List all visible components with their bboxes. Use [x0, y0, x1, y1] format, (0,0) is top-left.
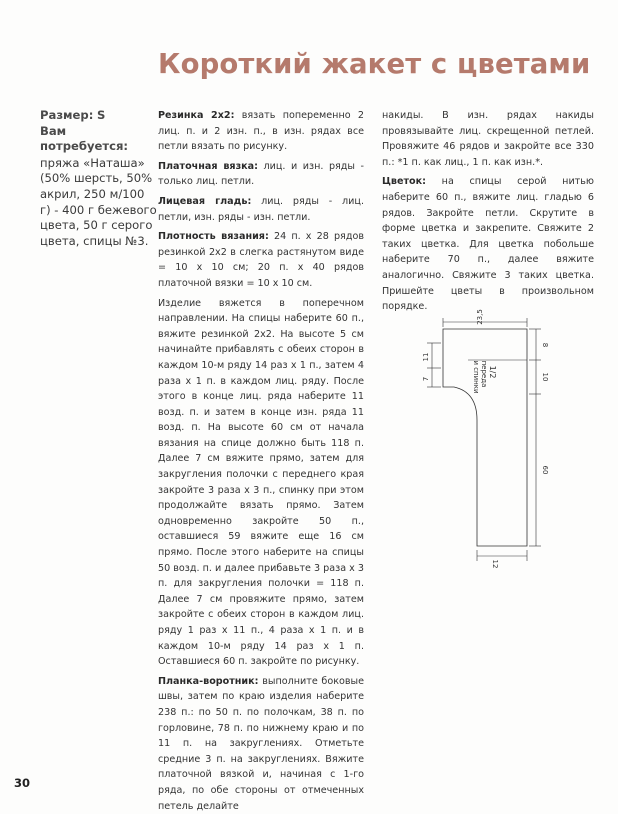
- dim-right-c: 60: [541, 465, 549, 475]
- needed-label: Вам потребуется:: [40, 123, 129, 154]
- dim-right-b: 10: [541, 372, 549, 382]
- paragraph-stockinette: [158, 194, 364, 225]
- instructions-column-2: [382, 108, 594, 315]
- paragraph-collar: [158, 674, 364, 814]
- dim-top-label: 23,5: [476, 309, 484, 325]
- rib-text: вязать попеременно 2 лиц. п. и 2 изн. п., в изн. рядах все петли вязать по рисунку.: [158, 110, 364, 153]
- piece-label-a: переда: [480, 360, 488, 388]
- collar-text: выполните боковые швы, затем по краю изделия наберите 238 п.: по 50 п. по полочкам, 38 п. по горловине, 78 п. по нижнему краю и по 11 п. на закруглениях. Отметьте средние 3 п. на закруглениях. Вяжите платочной вязкой и, начиная с 1-го ряда, по обе стороны от отмеченных петель делайте: [158, 675, 364, 812]
- flower-label: Цветок:: [382, 176, 426, 188]
- pattern-diagram: [410, 300, 550, 580]
- dim-right-a: 8: [541, 342, 549, 348]
- garter-text: лиц. и изн. ряды - только лиц. петли.: [158, 160, 364, 188]
- yarn-description: пряжа «Наташа» (50% шерсть, 50% акрил, 250 м/100 г) - 400 г бежевого цвета, 50 г серого цвета, спицы №3.: [40, 155, 157, 248]
- paragraph-main: Изделие вяжется в поперечном направлении. На спицы наберите 60 п., вяжите резинкой 2х2. На высоте 5 см начинайте прибавлять с обеих сторон в каждом 10-м ряду 14 раз х 1 п., затем 4 раза х 1 п. в каждом лиц. ряду. После этого в конце лиц. ряда наберите 11 возд. п. и затем в конце изн. ряда 11 возд. п. На высоте 60 см от начала вязания на спице должно быть 118 п. Далее 7 см вяжите прямо, затем для закругления полочки с переднего края закройте 3 раза х 3 п., спинку при этом продолжайте вязать прямо. Затем одновременно закройте 50 п., оставшиеся 59 вяжите еще 16 см прямо. После этого наберите на спицы 50 возд. п. и далее прибавьте 3 раза х 3 п. для закругления полочки = 118 п. Далее 7 см провяжите прямо, затем закройте с обеих сторон в каждом лиц. ряду 1 раз х 11 п., 4 раза х 1 п. и в каждом 10-м ряду 14 раз х 1 п. Оставшиеся 60 п. закройте по рисунку.: [158, 297, 364, 668]
- dim-left-b: 7: [422, 376, 430, 382]
- page-title: Короткий жакет с цветами: [158, 48, 591, 80]
- dim-bottom-label: 12: [491, 559, 499, 569]
- paragraph-gauge: [158, 229, 364, 291]
- piece-label-b: и спинки: [472, 360, 480, 394]
- size-label: Размер:: [40, 108, 94, 122]
- rib-label: Резинка 2х2:: [158, 110, 235, 121]
- dim-left-a: 11: [422, 352, 430, 362]
- gauge-label: Плотность вязания:: [158, 231, 269, 243]
- collar-label: Планка-воротник:: [158, 675, 259, 687]
- stockinette-text: лиц. ряды - лиц. петли, изн. ряды - изн. петли.: [158, 195, 364, 223]
- gauge-text: 24 п. х 28 рядов резинкой 2х2 в слегка растянутом виде = 10 х 10 см; 20 п. х 40 рядов платочной вязки = 10 х 10 см.: [158, 231, 364, 289]
- size-value: S: [97, 108, 106, 122]
- page-number: 30: [14, 776, 31, 790]
- piece-frac: 1/2: [488, 365, 497, 379]
- size-line: [40, 108, 158, 124]
- garter-label: Платочная вязка:: [158, 160, 258, 172]
- stockinette-label: Лицевая гладь:: [158, 195, 252, 207]
- paragraph-rib: [158, 108, 364, 155]
- paragraph-collar-cont: накиды. В изн. рядах накиды провязывайте лиц. скрещенной петлей. Провяжите 46 рядов и закройте все 330 п.: *1 п. как лиц., 1 п. как изн.*.: [382, 110, 594, 168]
- paragraph-garter: [158, 159, 364, 190]
- flower-text: на спицы серой нитью наберите 60 п., вяжите лиц. гладью 6 рядов. Закройте петли. Скрутите в форме цветка и закрепите. Свяжите 2 таких цветка. Для цветка побольше наберите 70 п., далее вяжите аналогично. Свяжите 3 таких цветка. Пришейте цветы в произвольном порядке.: [382, 176, 594, 313]
- paragraph-flower: [382, 174, 594, 314]
- instructions-column-1: [158, 108, 364, 814]
- materials-sidebar: [40, 108, 158, 249]
